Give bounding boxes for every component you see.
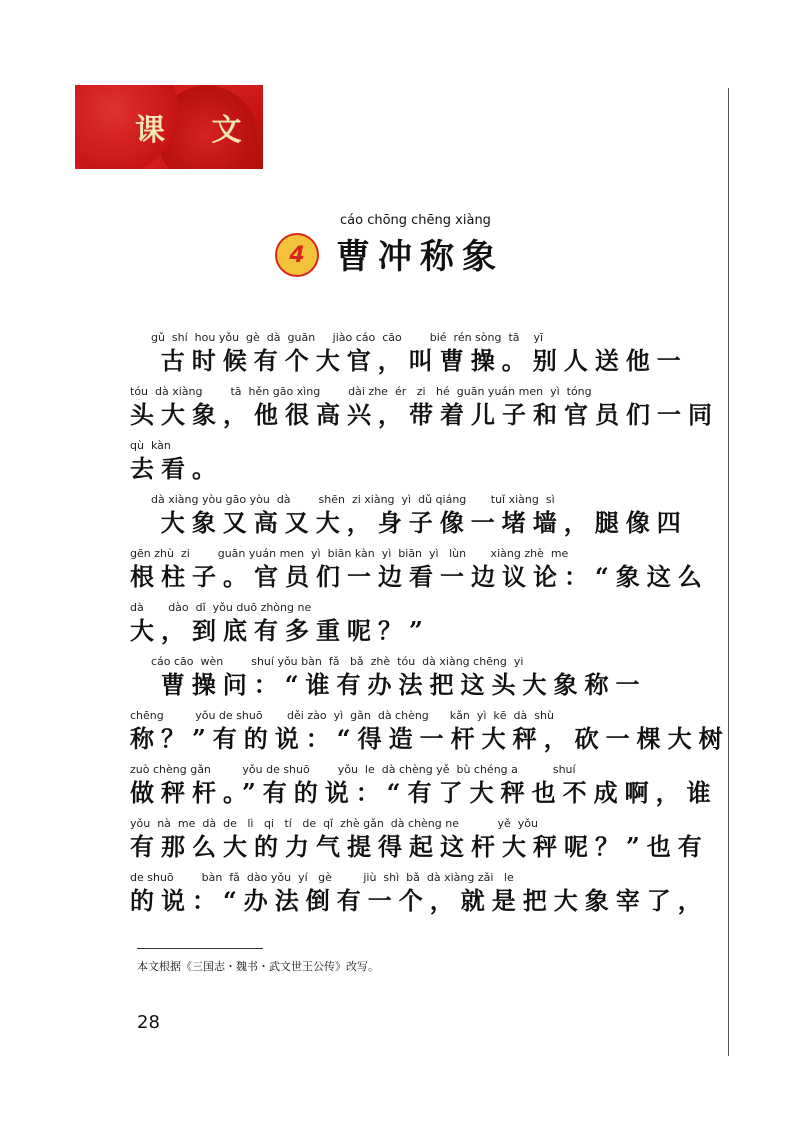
text-line: [130, 600, 430, 646]
hanzi-line: 根柱子。官员们一边看一边议论：“象这么: [130, 562, 709, 591]
lesson-title-pinyin: cáo chōng chēng xiàng: [340, 213, 491, 228]
text-line: [130, 870, 709, 916]
page-number: 28: [137, 1012, 160, 1033]
text-line: [130, 546, 709, 592]
text-line: [130, 438, 223, 484]
hanzi-line: 去看。: [130, 454, 223, 483]
pinyin-line: gǔ shí hou yǒu gè dà guān jiào cáo cāo bié rén sòng tā yī: [130, 331, 544, 344]
pinyin-line: zuò chèng gǎn yǒu de shuō yǒu le dà chèng yě bù chéng a shuí: [130, 763, 576, 776]
hanzi-line: 大，到底有多重呢？”: [130, 616, 430, 645]
pinyin-line: de shuō bàn fǎ dào yǒu yí gè jiù shì bǎ dà xiàng zǎi le: [130, 871, 514, 884]
hanzi-line: 古时候有个大官，叫曹操。别人送他一: [130, 346, 688, 375]
pinyin-line: cáo cāo wèn shuí yǒu bàn fǎ bǎ zhè tóu dà xiàng chēng yi: [130, 655, 524, 668]
lesson-title: 曹冲称象: [336, 237, 504, 277]
page-binding-line: [728, 88, 729, 1056]
hanzi-line: 称？”有的说：“得造一杆大秤，砍一棵大树: [130, 724, 730, 753]
text-line: [130, 492, 688, 538]
pinyin-line: yǒu nà me dà de lì qi tí de qǐ zhè gǎn dà chèng ne yě yǒu: [130, 817, 538, 830]
text-line: [130, 654, 647, 700]
text-line: [130, 384, 719, 430]
pinyin-line: dà xiàng yòu gāo yòu dà shēn zi xiàng yì dǔ qiáng tuǐ xiàng sì: [130, 493, 555, 506]
hanzi-line: 曹操问：“谁有办法把这头大象称一: [130, 670, 647, 699]
footnote: 本文根据《三国志・魏书・武文世王公传》改写。: [137, 960, 379, 973]
text-line: [130, 708, 730, 754]
text-line: [130, 762, 718, 808]
text-line: [130, 330, 688, 376]
lesson-number-badge: [275, 233, 319, 277]
hanzi-line: 头大象，他很高兴，带着儿子和官员们一同: [130, 400, 719, 429]
footnote-divider: [137, 948, 263, 949]
hanzi-line: 有那么大的力气提得起这杆大秤呢？”也有: [130, 832, 709, 861]
lesson-number: 4: [289, 242, 305, 268]
hanzi-line: 的说：“办法倒有一个，就是把大象宰了，: [130, 886, 709, 915]
pinyin-line: qù kàn: [130, 439, 171, 452]
section-banner: [75, 85, 263, 169]
hanzi-line: 大象又高又大，身子像一堵墙，腿像四: [130, 508, 688, 537]
pinyin-line: gēn zhù zi guān yuán men yì biān kàn yì biān yì lùn xiàng zhè me: [130, 547, 569, 560]
section-title: 课 文: [135, 113, 260, 148]
pinyin-line: chēng yǒu de shuō děi zào yì gǎn dà chèng kǎn yì kē dà shù: [130, 709, 554, 722]
pinyin-line: dà dào dǐ yǒu duō zhòng ne: [130, 601, 312, 614]
text-line: [130, 816, 709, 862]
hanzi-line: 做秤杆。”有的说：“有了大秤也不成啊，谁: [130, 778, 718, 807]
pinyin-line: tóu dà xiàng tā hěn gāo xìng dài zhe ér zi hé guān yuán men yì tóng: [130, 385, 592, 398]
